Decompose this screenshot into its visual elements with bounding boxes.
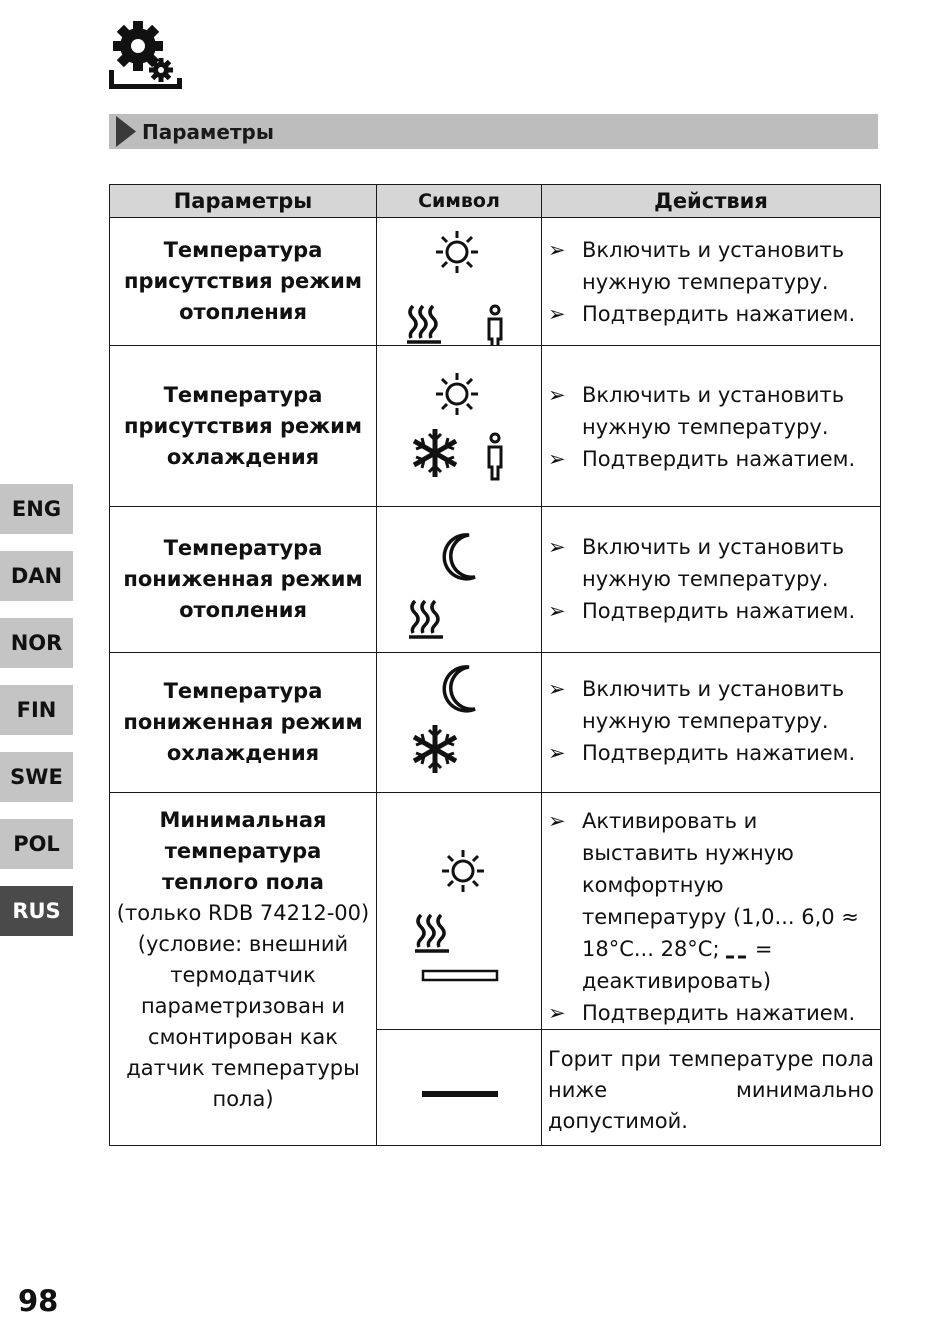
header-actions: Действия bbox=[542, 185, 881, 218]
section-title: Параметры bbox=[142, 119, 274, 144]
heat-waves-icon bbox=[407, 306, 441, 342]
snowflake-icon bbox=[414, 429, 456, 477]
param-note-line: пола) bbox=[212, 1087, 274, 1111]
action-item: ➢ Включить и установить нужную температуру. bbox=[542, 673, 880, 737]
actions-cell bbox=[542, 793, 881, 1030]
param-name-line: Температура bbox=[163, 536, 323, 560]
symbol-cell bbox=[377, 507, 542, 653]
arrow-bullet-icon: ➢ bbox=[548, 447, 566, 471]
dash-symbol-icon bbox=[726, 939, 748, 947]
param-name-line: охлаждения bbox=[166, 741, 320, 765]
param-name-line: охлаждения bbox=[166, 444, 320, 469]
arrow-bullet-icon: ➢ bbox=[548, 302, 566, 326]
sun-icon bbox=[436, 373, 478, 415]
snowflake-icon bbox=[414, 725, 456, 773]
page-number: 98 bbox=[18, 1284, 59, 1318]
param-name-line: отопления bbox=[179, 598, 307, 622]
param-name-line: присутствия режим bbox=[123, 413, 363, 438]
header-symbol: Символ bbox=[377, 185, 542, 218]
action-item: ➢ Подтвердить нажатием. bbox=[542, 298, 880, 330]
floor-line-icon bbox=[422, 1091, 498, 1097]
param-name-line: Температура bbox=[163, 382, 323, 407]
lang-tab-rus[interactable]: RUS bbox=[0, 886, 73, 936]
action-item: ➢ Подтвердить нажатием. bbox=[542, 443, 880, 475]
lang-tab-eng[interactable]: ENG bbox=[0, 484, 73, 534]
arrow-bullet-icon: ➢ bbox=[548, 599, 566, 623]
actions-cell bbox=[542, 507, 881, 653]
param-name bbox=[110, 507, 377, 653]
person-icon bbox=[489, 306, 501, 346]
action-item: ➢ Включить и установить нужную температуру. bbox=[542, 234, 880, 298]
param-name bbox=[110, 218, 377, 346]
param-name-line: температура bbox=[164, 839, 322, 863]
param-name-line: присутствия режим bbox=[123, 269, 363, 293]
table-row bbox=[110, 793, 881, 1030]
actions-cell bbox=[542, 346, 881, 507]
actions-cell bbox=[542, 653, 881, 793]
param-name bbox=[110, 653, 377, 793]
action-item: ➢ Подтвердить нажатием. bbox=[542, 737, 880, 769]
param-note-line: датчик температуры bbox=[126, 1056, 360, 1080]
arrow-bullet-icon: ➢ bbox=[548, 809, 566, 833]
action-item: ➢ Подтвердить нажатием. bbox=[542, 997, 874, 1029]
lang-tab-dan[interactable]: DAN bbox=[0, 551, 73, 601]
triangle-arrow-icon bbox=[114, 114, 136, 149]
param-name-line: Температура bbox=[163, 679, 323, 703]
lang-tab-nor[interactable]: NOR bbox=[0, 618, 73, 668]
param-name-line: отопления bbox=[179, 300, 307, 324]
symbol-cell bbox=[377, 793, 542, 1030]
floor-line-icon bbox=[423, 971, 497, 980]
arrow-bullet-icon: ➢ bbox=[548, 741, 566, 765]
action-item: ➢ Активировать и выставить нужную комфортную температуру (1,0... 6,0 ≈ 18°C... 28°C; = деактивировать) bbox=[542, 805, 874, 997]
actions-cell bbox=[542, 218, 881, 346]
sun-icon bbox=[442, 850, 484, 892]
lang-tab-swe[interactable]: SWE bbox=[0, 752, 73, 802]
sun-icon bbox=[436, 231, 478, 273]
param-name bbox=[110, 346, 377, 507]
param-note-line: параметризован и bbox=[140, 994, 346, 1018]
symbol-cell bbox=[377, 1030, 542, 1146]
actions-cell bbox=[542, 1030, 881, 1146]
table-row bbox=[110, 653, 881, 793]
param-name-line: пониженная режим bbox=[123, 567, 363, 591]
param-note-line: термодатчик bbox=[170, 963, 316, 987]
section-header-bar bbox=[109, 114, 878, 149]
table-row bbox=[110, 218, 881, 346]
symbol-cell bbox=[377, 653, 542, 793]
action-item: ➢ Включить и установить нужную температуру. bbox=[542, 379, 880, 443]
action-item: ➢ Подтвердить нажатием. bbox=[542, 595, 880, 627]
lang-tab-pol[interactable]: POL bbox=[0, 819, 73, 869]
param-note-line: (только RDB 74212-00) bbox=[116, 901, 370, 925]
param-note-line: (условие: внешний bbox=[137, 932, 349, 956]
moon-icon bbox=[444, 535, 475, 579]
parameters-table bbox=[109, 184, 881, 1146]
heat-waves-icon bbox=[415, 915, 449, 951]
note-text: Горит при температуре пола ниже минимально допустимой. bbox=[548, 1047, 874, 1133]
param-name bbox=[110, 793, 377, 1146]
arrow-bullet-icon: ➢ bbox=[548, 677, 566, 701]
param-name-line: пониженная режим bbox=[123, 710, 363, 734]
arrow-bullet-icon: ➢ bbox=[548, 535, 566, 559]
arrow-bullet-icon: ➢ bbox=[548, 1001, 566, 1025]
settings-gears-icon bbox=[106, 14, 184, 92]
symbol-cell bbox=[377, 218, 542, 346]
param-name-line: Температура bbox=[163, 238, 323, 262]
table-header-row bbox=[110, 185, 881, 218]
arrow-bullet-icon: ➢ bbox=[548, 383, 566, 407]
table-row bbox=[110, 346, 881, 507]
symbol-cell bbox=[377, 346, 542, 507]
action-item: ➢ Включить и установить нужную температуру. bbox=[542, 531, 880, 595]
moon-icon bbox=[444, 667, 475, 711]
heat-waves-icon bbox=[409, 601, 443, 637]
table-row bbox=[110, 507, 881, 653]
lang-tab-fin[interactable]: FIN bbox=[0, 685, 73, 735]
param-name-line: теплого пола bbox=[162, 870, 324, 894]
param-name-line: Минимальная bbox=[159, 808, 327, 832]
header-params: Параметры bbox=[110, 185, 377, 218]
person-icon bbox=[489, 434, 501, 479]
arrow-bullet-icon: ➢ bbox=[548, 238, 566, 262]
param-note-line: смонтирован как bbox=[148, 1025, 338, 1049]
